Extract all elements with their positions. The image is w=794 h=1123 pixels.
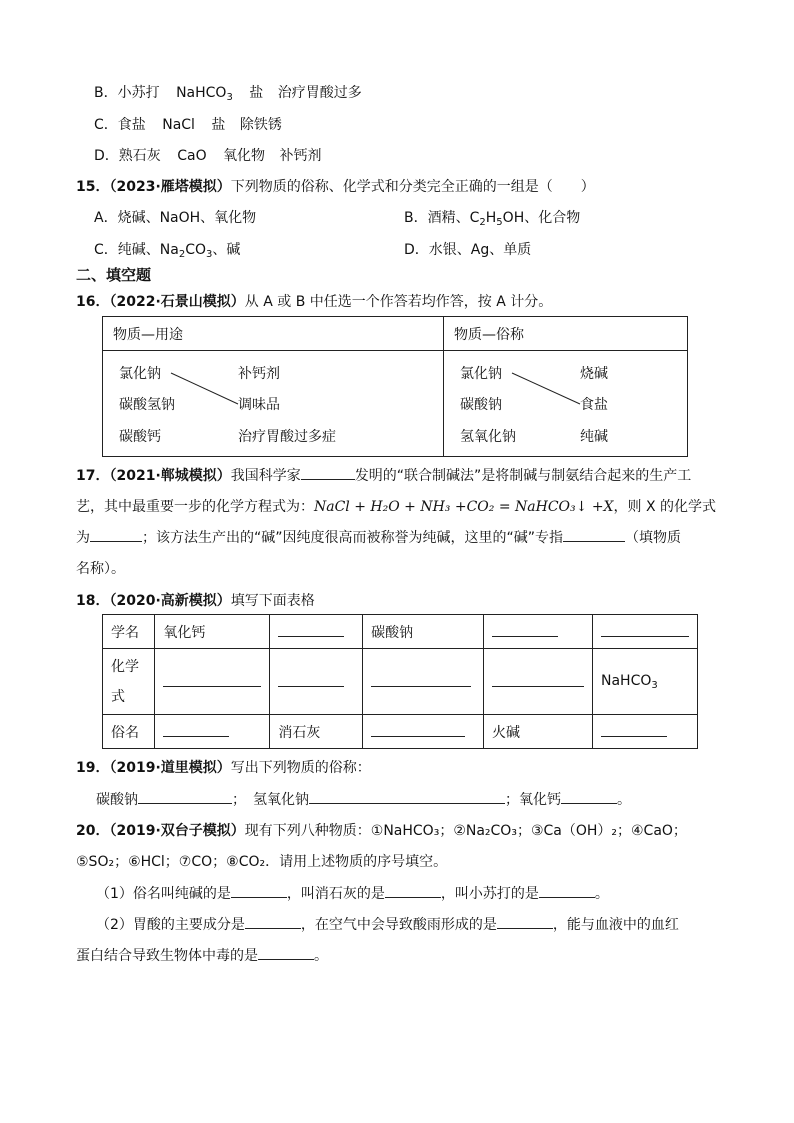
left-substance: 碳酸氢钠 (119, 397, 175, 413)
answer-blank[interactable] (309, 789, 505, 804)
cell-blank[interactable] (593, 615, 698, 649)
q17-line4: 名称）。 (76, 561, 125, 577)
answer-blank[interactable] (258, 945, 314, 960)
cell-formula: NaHCO$_3$ (593, 649, 698, 715)
cell-blank[interactable] (593, 715, 698, 749)
q20-part2-cont: 蛋白结合导致生物体中毒的是 。 (76, 945, 328, 965)
right-common-name: 烧碱 (580, 366, 608, 382)
cell-scientific-name: 碳酸钠 (363, 615, 484, 649)
option-letter: B． (94, 85, 118, 101)
right-substance: 氯化钠 (460, 366, 502, 382)
right-common-name: 食盐 (580, 397, 608, 413)
cell-blank[interactable] (363, 649, 484, 715)
row-label-formula: 化学 式 (103, 649, 155, 715)
row-label-name: 学名 (103, 615, 155, 649)
q19-answers: 碳酸钠 ； 氢氧化钠 ；氧化钙 。 (96, 789, 631, 809)
q16-stem: 16．（2022·石景山模拟）从 A 或 B 中任选一个作答若均作答，按 A 计分。 (76, 294, 553, 310)
answer-blank[interactable] (539, 883, 595, 898)
cell-blank[interactable] (483, 649, 592, 715)
left-use: 补钙剂 (238, 366, 280, 382)
option-formula: NaHCO$_3$ (176, 85, 233, 103)
left-use: 治疗胃酸过多症 (238, 429, 336, 445)
answer-blank[interactable] (138, 789, 232, 804)
left-matching-cell (103, 351, 444, 457)
example-connector-line (103, 351, 433, 457)
q20-part1: （1）俗名叫纯碱的是 ，叫消石灰的是 ，叫小苏打的是 。 (96, 883, 609, 903)
option-name: 熟石灰 (118, 148, 161, 164)
q17-line2: 艺，其中最重要一步的化学方程式为：NaCl + H₂O + NH₃ +CO₂ = NaHCO₃↓ +X，则 X 的化学式 (76, 499, 717, 515)
q15-option-a: A．烧碱、NaOH、氧化物 (94, 210, 257, 226)
q16-matching-table (102, 316, 688, 457)
section-heading: 二、填空题 (76, 266, 152, 284)
q18-stem: 18．（2020·高新模拟）填写下面表格 (76, 593, 315, 609)
cell-common-name: 火碱 (483, 715, 592, 749)
cell-blank[interactable] (270, 649, 363, 715)
q17-line3: 为 ；该方法生产出的“碱”因纯度很高而被称誉为纯碱，这里的“碱”专指 （填物质 (76, 527, 681, 547)
q14-option-c (94, 114, 282, 134)
left-substance: 氯化钠 (119, 366, 161, 382)
answer-blank[interactable] (385, 883, 441, 898)
option-name: 食盐 (117, 117, 146, 133)
answer-blank[interactable] (497, 914, 553, 929)
option-formula: CaO (177, 148, 207, 164)
question-number: 15． (76, 179, 110, 195)
left-header: 物质—用途 (103, 317, 444, 351)
answer-blank[interactable] (301, 465, 355, 480)
left-use: 调味品 (238, 397, 280, 413)
option-letter: D． (94, 148, 119, 164)
option-use: 除铁锈 (239, 117, 282, 133)
option-class: 盐 (249, 85, 264, 101)
q15-option-c: C．纯碱、$Na_2CO_3$、碱 (94, 242, 241, 260)
q18-fill-table (102, 614, 698, 749)
q15-option-b: B．酒精、$C_2H_5OH$、化合物 (404, 210, 581, 228)
q19-stem: 19．（2019·道里模拟）写出下列物质的俗称： (76, 760, 371, 776)
q17-line1: 17．（2021·郸城模拟）我国科学家 发明的“联合制碱法”是将制碱与制氨结合起来的生产工 (76, 465, 691, 485)
cell-blank[interactable] (483, 615, 592, 649)
q15-stem (76, 176, 595, 196)
cell-blank[interactable] (363, 715, 484, 749)
q20-line2: ⑤SO₂；⑥HCl；⑦CO；⑧CO₂．请用上述物质的序号填空。 (76, 854, 448, 870)
answer-blank[interactable] (561, 789, 617, 804)
answer-blank[interactable] (245, 914, 301, 929)
option-use: 补钙剂 (279, 148, 322, 164)
cell-blank[interactable] (155, 649, 270, 715)
question-source: （2023·雁塔模拟） (109, 179, 231, 195)
q14-option-b (94, 82, 362, 103)
right-substance: 氢氧化钠 (460, 429, 516, 445)
question-text: 下列物质的俗称、化学式和分类完全正确的一组是（ ） (230, 179, 595, 195)
option-formula: NaCl (162, 117, 195, 133)
answer-blank[interactable] (231, 883, 287, 898)
cell-scientific-name: 氧化钙 (155, 615, 270, 649)
right-header: 物质—俗称 (444, 317, 688, 351)
q20-part2: （2）胃酸的主要成分是 ，在空气中会导致酸雨形成的是 ，能与血液中的血红 (96, 914, 679, 934)
chemical-equation: NaCl + H₂O + NH₃ +CO₂ = NaHCO₃↓ +X (314, 499, 614, 515)
right-substance: 碳酸钠 (460, 397, 502, 413)
option-class: 盐 (211, 117, 226, 133)
q20-stem: 20．（2019·双台子模拟）现有下列八种物质：①NaHCO₃；②Na₂CO₃；③Ca（OH）₂；④CaO； (76, 823, 687, 839)
example-connector-line (444, 351, 694, 457)
right-matching-cell (444, 351, 688, 457)
option-name: 小苏打 (117, 85, 160, 101)
option-letter: C． (94, 117, 118, 133)
cell-blank[interactable] (155, 715, 270, 749)
q14-option-d (94, 145, 322, 165)
option-use: 治疗胃酸过多 (277, 85, 362, 101)
left-substance: 碳酸钙 (119, 429, 161, 445)
answer-blank[interactable] (563, 527, 625, 542)
right-common-name: 纯碱 (580, 429, 608, 445)
cell-blank[interactable] (270, 615, 363, 649)
q15-option-d: D．水银、Ag、单质 (404, 242, 532, 258)
answer-blank[interactable] (90, 527, 142, 542)
option-class: 氧化物 (223, 148, 266, 164)
row-label-common: 俗名 (103, 715, 155, 749)
cell-common-name: 消石灰 (270, 715, 363, 749)
